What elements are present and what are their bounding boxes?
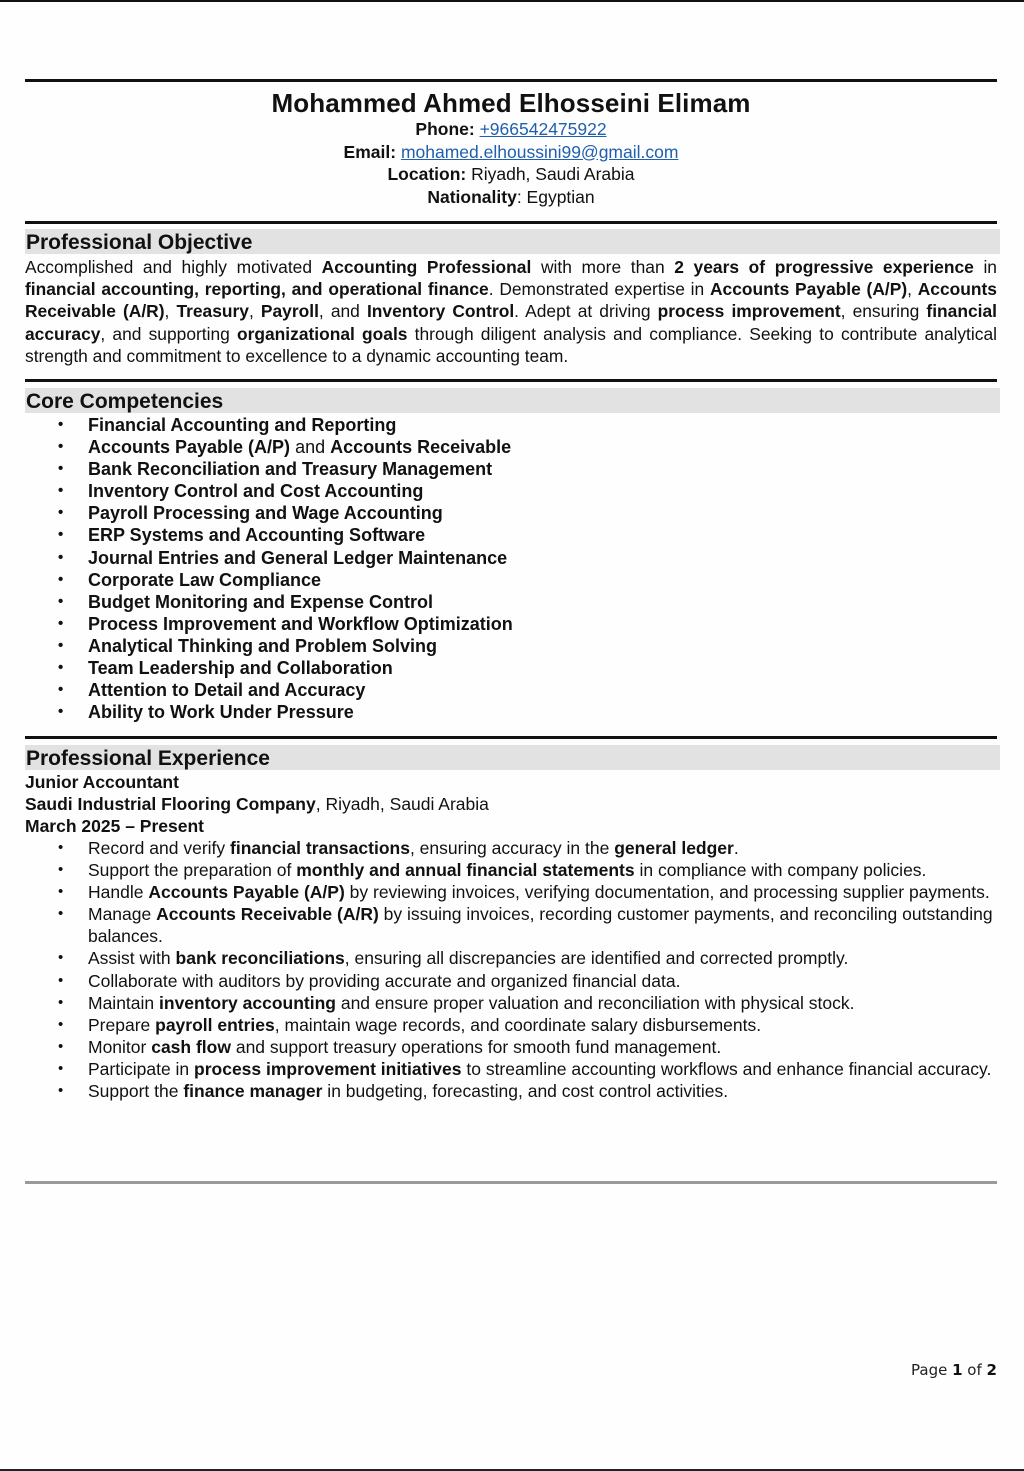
- bullet-icon: •: [58, 1037, 64, 1055]
- bold-text: Team Leadership and Collaboration: [88, 658, 393, 679]
- job-dates: March 2025 – Present: [25, 816, 204, 837]
- text: Manage: [88, 904, 157, 925]
- bullet-icon: •: [58, 548, 64, 566]
- competency-item: [25, 569, 725, 591]
- bullet-icon: •: [58, 482, 64, 500]
- bold-text: Accounts Payable (A/P): [710, 279, 908, 300]
- bold-text: Bank Reconciliation and Treasury Management: [88, 459, 493, 480]
- email-link[interactable]: mohamed.elhoussini99@gmail.com: [400, 141, 679, 162]
- objective-paragraph: [25, 256, 997, 367]
- text: , and supporting: [100, 323, 237, 344]
- bullet-icon: •: [58, 460, 64, 478]
- text: in budgeting, forecasting, and cost control activities.: [322, 1081, 729, 1102]
- bold-text: Journal Entries and General Ledger Maintenance: [88, 547, 508, 568]
- bold-text: ERP Systems and Accounting Software: [88, 525, 426, 546]
- bullet-icon: •: [58, 839, 64, 856]
- competency-item: [25, 524, 725, 546]
- header-top-rule: [25, 79, 997, 82]
- bullet-icon: •: [58, 1082, 64, 1100]
- text: Assist with: [88, 948, 176, 969]
- competencies-rule: [25, 379, 997, 382]
- bold-text: Accounts Receivable: [330, 437, 512, 458]
- bold-text: finance manager: [183, 1081, 323, 1102]
- of-word: of: [962, 1361, 987, 1379]
- text: and ensure proper valuation and reconciliation with physical stock.: [335, 992, 855, 1013]
- text: to streamline accounting workflows and enhance financial accuracy.: [461, 1058, 992, 1079]
- location-value: Riyadh, Saudi Arabia: [466, 164, 635, 184]
- job-title: Junior Accountant: [25, 772, 179, 792]
- bold-text: Accounts Payable (A/P): [88, 437, 291, 458]
- duty-item: [25, 837, 997, 859]
- competency-item: [25, 436, 725, 458]
- bullet-icon: •: [58, 703, 64, 721]
- bold-text: Payroll: [260, 301, 319, 322]
- bold-text: Inventory Control: [366, 301, 515, 322]
- section-title-competencies: Core Competencies: [25, 388, 1000, 413]
- text: Collaborate with auditors by providing accurate and organized financial data.: [88, 970, 681, 991]
- bold-text: Financial Accounting and Reporting: [88, 415, 397, 435]
- section-title-experience: Professional Experience: [25, 745, 1000, 770]
- duty-item: [25, 903, 997, 947]
- duties-list: [25, 837, 997, 1102]
- bullet-icon: •: [58, 1015, 64, 1033]
- competency-item: [25, 547, 725, 569]
- text: in: [973, 257, 997, 277]
- bold-text: Corporate Law Compliance: [88, 569, 322, 590]
- job-entry: [25, 771, 997, 837]
- text: , ensuring: [840, 301, 927, 322]
- text: Support the: [88, 1081, 184, 1102]
- bold-text: Inventory Control and Cost Accounting: [88, 481, 424, 502]
- bullet-icon: •: [58, 681, 64, 699]
- company-name: Saudi Industrial Flooring Company: [25, 794, 316, 815]
- bullet-icon: •: [58, 614, 64, 632]
- bold-text: Accounting Professional: [321, 257, 532, 277]
- text: and: [290, 437, 331, 458]
- section-title-objective: Professional Objective: [25, 229, 1000, 254]
- bold-text: monthly and annual financial statements: [296, 860, 635, 881]
- text: Maintain: [88, 992, 160, 1013]
- bullet-icon: •: [58, 971, 64, 989]
- phone-link[interactable]: +966542475922: [479, 119, 607, 139]
- text: . Adept at driving: [514, 301, 658, 322]
- bold-text: Treasury: [176, 301, 249, 322]
- competency-item: [25, 613, 725, 635]
- objective-rule: [25, 221, 997, 224]
- bullet-icon: •: [58, 416, 64, 433]
- bullet-icon: •: [58, 905, 64, 923]
- bold-text: financial transactions: [230, 838, 410, 858]
- text: with more than: [531, 257, 675, 277]
- bullet-icon: •: [58, 438, 64, 456]
- text: . Demonstrated expertise in: [488, 279, 710, 300]
- company-location: , Riyadh, Saudi Arabia: [315, 794, 489, 815]
- page-number: [911, 1361, 997, 1379]
- resume-header: [25, 88, 997, 208]
- page-top-edge: [0, 0, 1024, 2]
- job-company-line: [25, 793, 997, 815]
- duty-item: [25, 947, 997, 969]
- bullet-icon: •: [58, 883, 64, 901]
- competency-item: [25, 679, 725, 701]
- text: Prepare: [88, 1014, 156, 1035]
- duty-item: [25, 859, 997, 881]
- bullet-icon: •: [58, 504, 64, 522]
- duty-item: [25, 992, 997, 1014]
- nationality-line: [25, 186, 997, 209]
- current-page: 1: [952, 1361, 963, 1379]
- bold-text: Accounts Receivable (A/R): [156, 904, 379, 925]
- location-line: [25, 163, 997, 186]
- bullet-icon: •: [58, 993, 64, 1011]
- duty-item: [25, 970, 997, 992]
- duty-item: [25, 1036, 997, 1058]
- bold-text: financial accuracy: [25, 301, 997, 344]
- duty-item: [25, 881, 997, 903]
- competency-item: [25, 414, 725, 436]
- duty-item: [25, 1058, 997, 1080]
- text: Support the preparation of: [88, 860, 297, 881]
- text: by issuing invoices, recording customer payments, and reconciling outstanding balances.: [88, 904, 993, 947]
- bold-text: organizational goals: [237, 323, 408, 344]
- text: , and: [318, 301, 367, 322]
- bold-text: general ledger: [614, 838, 734, 858]
- text: , ensuring accuracy in the: [409, 838, 615, 858]
- bold-text: process improvement: [657, 301, 841, 322]
- bold-text: inventory accounting: [159, 992, 336, 1013]
- text: .: [733, 838, 739, 858]
- experience-end-rule: [25, 1181, 997, 1184]
- total-pages: 2: [986, 1361, 997, 1379]
- page-word: Page: [911, 1361, 953, 1379]
- email-line: [25, 141, 997, 164]
- text: ,: [248, 301, 261, 322]
- competency-item: [25, 480, 725, 502]
- nationality-value: : Egyptian: [516, 186, 595, 207]
- bullet-icon: •: [58, 526, 64, 544]
- bold-text: Analytical Thinking and Problem Solving: [88, 635, 438, 656]
- bold-text: bank reconciliations: [175, 948, 345, 969]
- phone-line: [25, 118, 997, 141]
- bold-text: Attention to Detail and Accuracy: [88, 680, 366, 701]
- location-label: Location:: [387, 164, 467, 184]
- bold-text: cash flow: [151, 1036, 231, 1057]
- text: ,: [907, 279, 918, 300]
- bullet-icon: •: [58, 1059, 64, 1077]
- bullet-icon: •: [58, 949, 64, 967]
- email-label: Email:: [343, 141, 397, 162]
- bold-text: Ability to Work Under Pressure: [88, 702, 354, 723]
- competency-item: [25, 591, 725, 613]
- text: by reviewing invoices, verifying documentation, and processing supplier payments.: [344, 882, 990, 903]
- competency-item: [25, 635, 725, 657]
- text: ,: [164, 301, 177, 322]
- bold-text: Accounts Payable (A/P): [148, 882, 345, 903]
- text: through diligent analysis and compliance. Seeking to contribute analytical strength and commitment to excellence to a dynamic accounting team.: [25, 323, 997, 366]
- text: Participate in: [88, 1058, 195, 1079]
- bold-text: financial accounting, reporting, and operational finance: [25, 279, 489, 300]
- bold-text: Process Improvement and Workflow Optimization: [88, 613, 513, 634]
- duty-item: [25, 1014, 997, 1036]
- bold-text: Budget Monitoring and Expense Control: [88, 591, 433, 612]
- bold-text: payroll entries: [155, 1014, 275, 1035]
- text: , maintain wage records, and coordinate salary disbursements.: [274, 1014, 762, 1035]
- text: in compliance with company policies.: [634, 860, 927, 881]
- text: , ensuring all discrepancies are identified and corrected promptly.: [344, 948, 849, 969]
- text: Handle: [88, 882, 149, 903]
- bullet-icon: •: [58, 861, 64, 879]
- text: Accomplished and highly motivated: [25, 257, 322, 277]
- duty-item: [25, 1080, 997, 1102]
- competencies-list: [25, 414, 725, 723]
- competency-item: [25, 502, 725, 524]
- text: and support treasury operations for smooth fund management.: [230, 1036, 722, 1057]
- bullet-icon: •: [58, 659, 64, 677]
- bold-text: Payroll Processing and Wage Accounting: [88, 503, 443, 524]
- experience-rule: [25, 736, 997, 739]
- competency-item: [25, 458, 725, 480]
- bullet-icon: •: [58, 636, 64, 654]
- bold-text: Accounts Receivable (A/R): [25, 279, 997, 322]
- bullet-icon: •: [58, 570, 64, 588]
- text: Monitor: [88, 1036, 152, 1057]
- nationality-label: Nationality: [427, 186, 517, 207]
- competency-item: [25, 701, 725, 723]
- bold-text: 2 years of progressive experience: [674, 257, 974, 277]
- text: Record and verify: [88, 838, 231, 858]
- bold-text: process improvement initiatives: [194, 1058, 462, 1079]
- bullet-icon: •: [58, 592, 64, 610]
- phone-label: Phone:: [415, 119, 475, 139]
- candidate-name: Mohammed Ahmed Elhosseini Elimam: [271, 88, 751, 118]
- competency-item: [25, 657, 725, 679]
